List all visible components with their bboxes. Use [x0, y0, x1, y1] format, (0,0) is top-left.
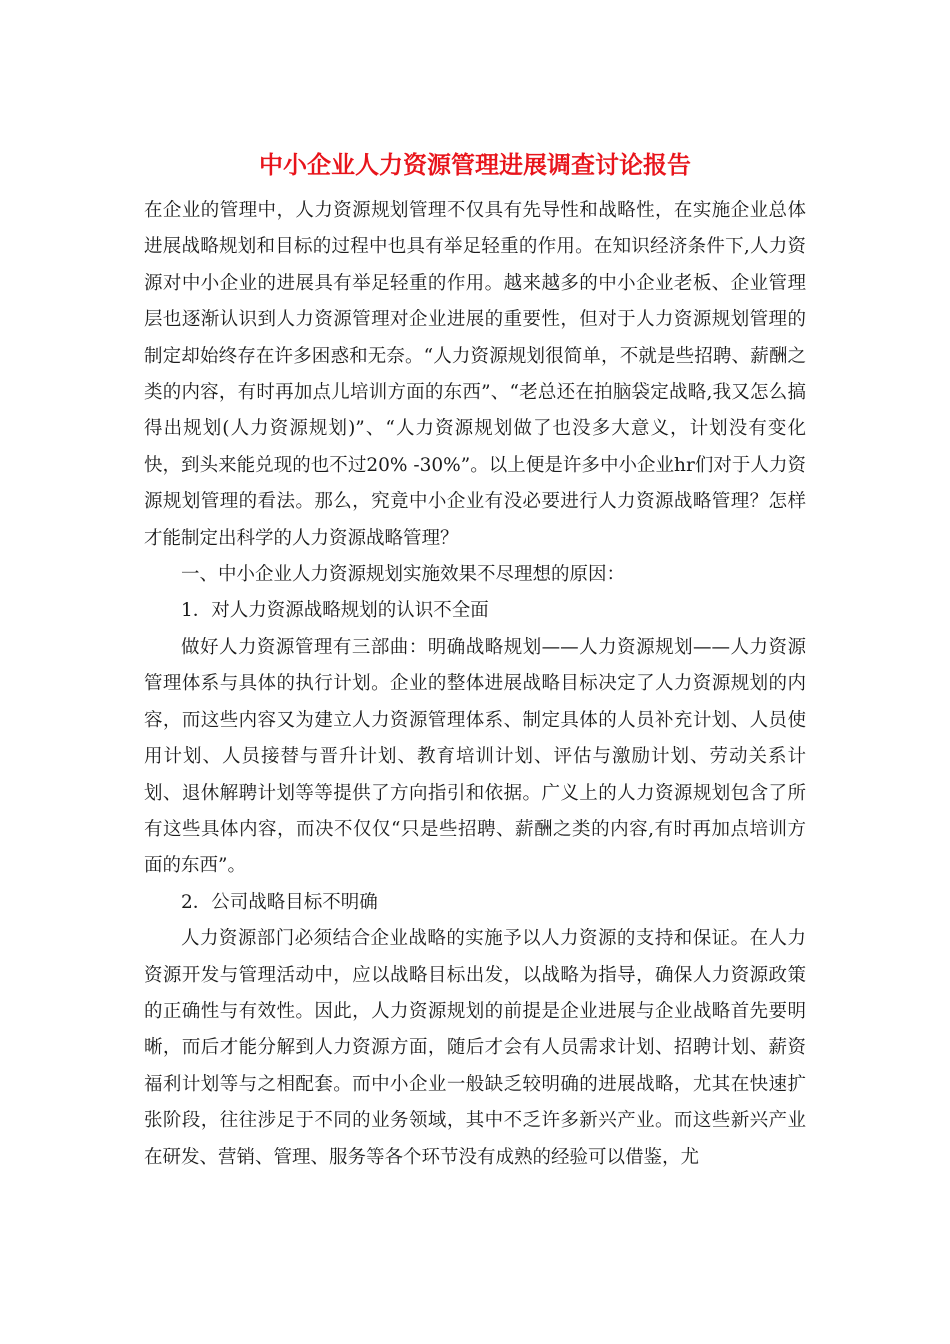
document-title: 中小企业人力资源管理进展调查讨论报告: [259, 150, 691, 179]
body-paragraph-1: 做好人力资源管理有三部曲：明确战略规划——人力资源规划——人力资源管理体系与具体的执行计划。企业的整体进展战略目标决定了人力资源规划的内容，而这些内容又为建立人力资源管理体系、制定具体的人员补充计划、人员使用计划、人员接替与晋升计划、教育培训计划、评估与激励计划、劳动关系计划、退休解聘计划等等提供了方向指引和依据。广义上的人力资源规划包含了所有这些具体内容，而决不仅仅“只是些招聘、薪酬之类的内容,有时再加点培训方面的东西”。: [144, 636, 806, 877]
body-paragraph-2: 人力资源部门必须结合企业战略的实施予以人力资源的支持和保证。在人力资源开发与管理活动中，应以战略目标出发，以战略为指导，确保人力资源政策的正确性与有效性。因此，人力资源规划的前提是企业进展与企业战略首先要明晰，而后才能分解到人力资源方面，随后才会有人员需求计划、招聘计划、薪资福利计划等与之相配套。而中小企业一般缺乏较明确的进展战略，尤其在快速扩张阶段，往往涉足于不同的业务领域，其中不乏许多新兴产业。而这些新兴产业在研发、营销、管理、服务等各个环节没有成熟的经验可以借鉴，尤: [144, 928, 806, 1168]
subsection-heading-2: 2．公司战略目标不明确: [181, 891, 378, 913]
document-body: [144, 193, 806, 1176]
subsection-heading-1: 1．对人力资源战略规划的认识不全面: [181, 600, 489, 622]
intro-paragraph: 在企业的管理中，人力资源规划管理不仅具有先导性和战略性，在实施企业总体进展战略规划和目标的过程中也具有举足轻重的作用。在知识经济条件下,人力资源对中小企业的进展具有举足轻重的作用。越来越多的中小企业老板、企业管理层也逐渐认识到人力资源管理对企业进展的重要性，但对于人力资源规划管理的制定却始终存在许多困惑和无奈。“人力资源规划很简单，不就是些招聘、薪酬之类的内容，有时再加点儿培训方面的东西”、“老总还在拍脑袋定战略,我又怎么搞得出规划(人力资源规划)”、“人力资源规划做了也没多大意义，计划没有变化快，到头来能兑现的也不过20% -30%”。以上便是许多中小企业hr们对于人力资源规划管理的看法。那么，究竟中小企业有没必要进行人力资源战略管理？怎样才能制定出科学的人力资源战略管理？: [144, 200, 806, 549]
section-heading-1: 一、中小企业人力资源规划实施效果不尽理想的原因：: [181, 564, 626, 586]
